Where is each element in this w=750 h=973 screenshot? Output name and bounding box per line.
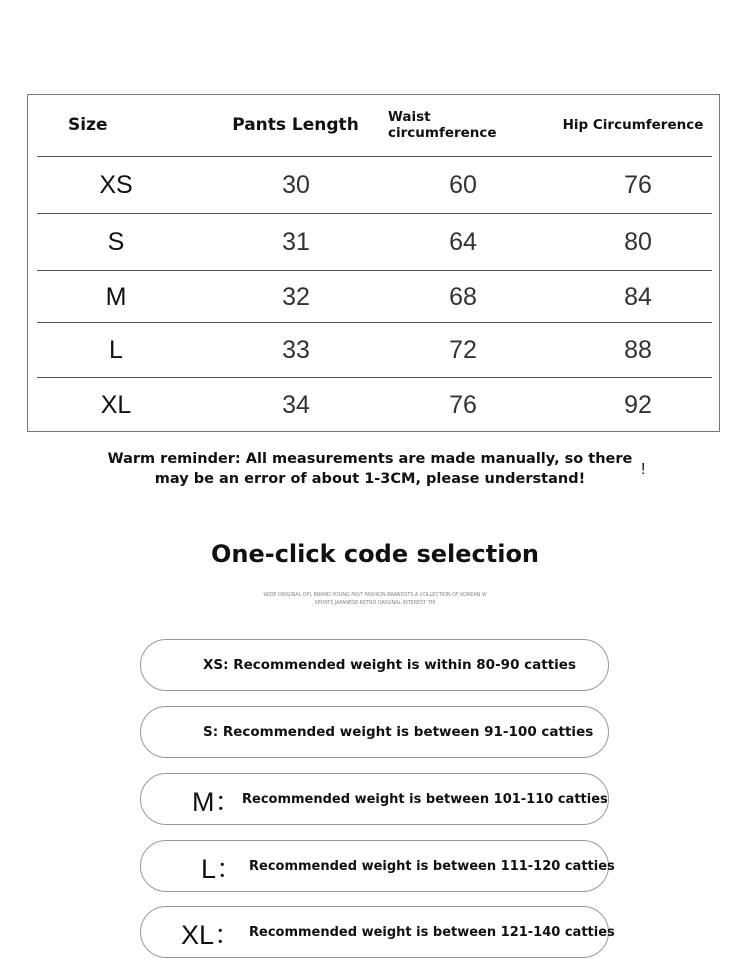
cell-waist: 72 [449,335,477,364]
reminder-exclamation: ! [641,461,646,478]
table-row [28,323,719,377]
cell-pants-length: 31 [282,227,310,256]
header-size: Size [68,115,108,135]
cell-hip: 88 [624,335,652,364]
cell-waist: 76 [449,390,477,419]
size-recommendation-xs[interactable] [140,639,609,691]
recommendation-text: Recommended weight is between 101-110 catties [242,791,608,807]
cell-hip: 92 [624,390,652,419]
tagline-line-2: SPORTS JAPANESE RETRO ORIGINAL INTEREST THI [314,600,436,606]
reminder-line-2: may be an error of about 1-3CM, please understand! [154,471,586,487]
table-row [28,378,719,432]
cell-pants-length: 33 [282,335,310,364]
section-title: One-click code selection [210,540,540,568]
cell-pants-length: 32 [282,282,310,311]
size-label: XL： [181,919,242,950]
recommendation-text: S: Recommended weight is between 91-100 catties [203,724,594,740]
measurement-reminder [100,449,640,489]
size-label: L： [201,853,244,884]
cell-waist: 60 [449,170,477,199]
size-recommendation-s[interactable] [140,706,609,758]
size-recommendation-l[interactable] [140,840,615,892]
cell-size: L [109,335,123,364]
size-label: M： [192,786,242,817]
cell-size: S [107,227,125,256]
cell-hip: 80 [624,227,652,256]
recommendation-text: Recommended weight is between 111-120 catties [249,858,615,874]
header-pants-length: Pants Length [232,115,359,135]
tagline-line-1: WIDE ORIGINAL OFL BRAND YOUNG FAST FASHION BRANDSTS A COLLECTION OF KOREAN W [263,592,487,598]
reminder-line-1: Warm reminder: All measurements are made manually, so there [107,451,633,467]
cell-hip: 76 [624,170,652,199]
table-row [28,214,719,270]
cell-size: XS [99,170,133,199]
recommendation-text: Recommended weight is between 121-140 catties [249,924,615,940]
table-row [28,271,719,323]
brand-tagline [245,591,505,607]
cell-waist: 64 [449,227,477,256]
cell-waist: 68 [449,282,477,311]
header-waist: Waist circumference [388,109,497,141]
recommendation-text: XS: Recommended weight is within 80-90 catties [203,657,577,673]
size-chart-table [27,94,720,432]
cell-pants-length: 30 [282,170,310,199]
table-row [28,157,719,213]
size-recommendation-xl[interactable] [140,906,615,958]
cell-pants-length: 34 [282,390,310,419]
header-hip: Hip Circumference [562,117,704,133]
cell-size: XL [100,390,132,419]
cell-size: M [105,282,127,311]
size-recommendation-m[interactable] [140,773,609,825]
cell-hip: 84 [624,282,652,311]
